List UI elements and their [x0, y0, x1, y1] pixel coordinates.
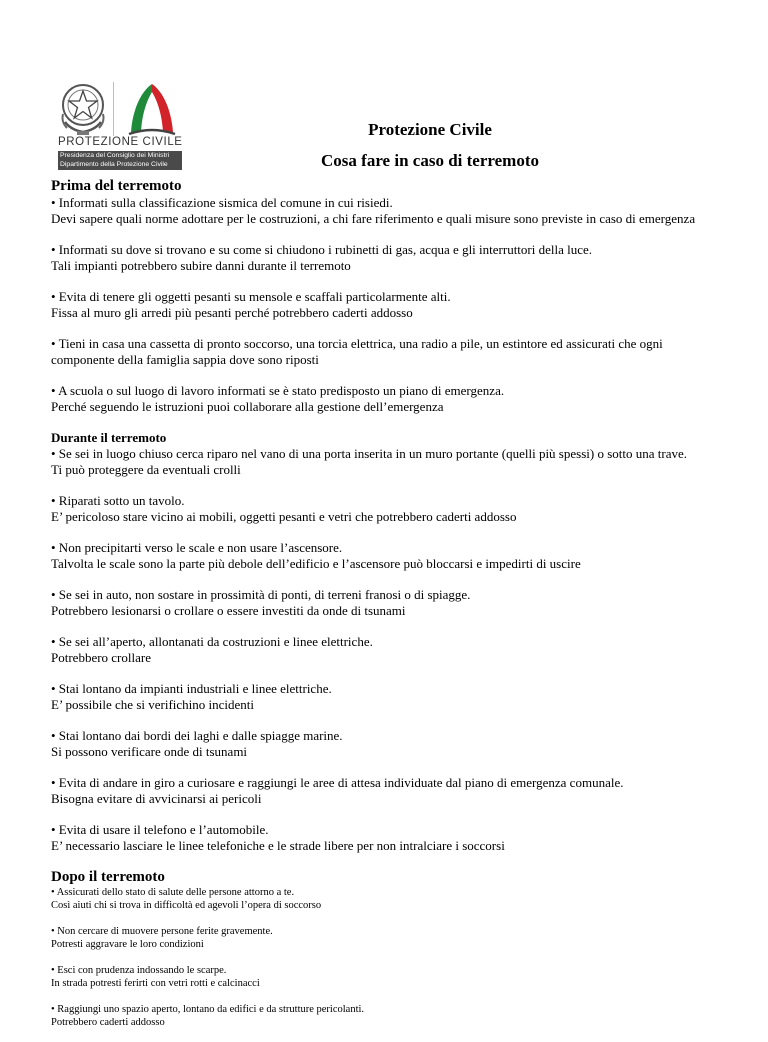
list-item — [51, 336, 751, 368]
list-item — [51, 587, 751, 619]
list-item — [51, 1003, 751, 1029]
list-item — [51, 289, 751, 321]
list-item — [51, 540, 751, 572]
item-line: Tali impianti potrebbero subire danni durante il terremoto — [51, 258, 351, 273]
list-item — [51, 634, 751, 666]
item-line: • Non cercare di muovere persone ferite gravemente. — [51, 926, 273, 937]
page-subtitle: Cosa fare in caso di terremoto — [321, 151, 539, 170]
protezione-civile-logo — [55, 78, 185, 170]
list-item — [51, 822, 751, 854]
item-line: Devi sapere quali norme adottare per le costruzioni, a chi fare riferimento e quali misure sono previste in caso di emergenza — [51, 211, 696, 226]
section-heading-during: Durante il terremoto — [51, 430, 167, 445]
item-line: Così aiuti chi si trova in difficoltà ed agevoli l’opera di soccorso — [51, 900, 322, 911]
item-line: • Raggiungi uno spazio aperto, lontano da edifici e da strutture pericolanti. — [51, 1004, 365, 1015]
list-item — [51, 886, 751, 912]
item-line: E’ possibile che si verifichino incidenti — [51, 697, 255, 712]
item-line: • Informati su dove si trovano e su come si chiudono i rubinetti di gas, acqua e gli interruttori della luce. — [51, 242, 593, 257]
item-line: • Stai lontano dai bordi dei laghi e dalle spiagge marine. — [51, 728, 343, 743]
list-item — [51, 446, 751, 478]
logo-subtitle-line: Presidenza del Consiglio dei Ministri — [60, 152, 170, 159]
item-line: • Stai lontano da impianti industriali e linee elettriche. — [51, 681, 332, 696]
logo-subtitle-line: Dipartimento della Protezione Civile — [60, 160, 168, 168]
list-item — [51, 195, 751, 227]
item-line: • Se sei in luogo chiuso cerca riparo nel vano di una porta inserita in un muro portante (quelli più spessi) o sotto una trave. — [51, 446, 687, 461]
item-line: Potresti aggravare le loro condizioni — [51, 939, 204, 950]
logo-name: PROTEZIONE CIVILE — [58, 136, 183, 148]
item-line: Potrebbero caderti addosso — [51, 1017, 165, 1028]
item-line: componente della famiglia sappia dove sono riposti — [51, 352, 319, 367]
italian-republic-emblem-icon — [57, 78, 109, 138]
list-item — [51, 728, 751, 760]
list-item — [51, 383, 751, 415]
list-item — [51, 242, 751, 274]
item-line: Potrebbero lesionarsi o crollare o essere investiti da onde di tsunami — [51, 603, 406, 618]
item-line: Perché seguendo le istruzioni puoi collaborare alla gestione dell’emergenza — [51, 399, 444, 414]
item-line: • Assicurati dello stato di salute delle persone attorno a te. — [51, 887, 295, 898]
item-line: • Esci con prudenza indossando le scarpe. — [51, 965, 227, 976]
item-line: E’ pericoloso stare vicino ai mobili, oggetti pesanti e vetri che potrebbero caderti addosso — [51, 509, 517, 524]
item-line: Si possono verificare onde di tsunami — [51, 744, 248, 759]
logo-subtitle — [58, 151, 182, 170]
item-line: • Se sei all’aperto, allontanati da costruzioni e linee elettriche. — [51, 634, 373, 649]
item-line: Bisogna evitare di avvicinarsi ai pericoli — [51, 791, 262, 806]
item-line: • Evita di andare in giro a curiosare e raggiungi le aree di attesa individuate dal piano di emergenza comunale. — [51, 775, 624, 790]
document-body — [51, 178, 751, 1042]
logo-divider — [113, 82, 114, 136]
item-line: Fissa al muro gli arredi più pesanti perché potrebbero caderti addosso — [51, 305, 413, 320]
list-item — [51, 925, 751, 951]
item-line: • Evita di usare il telefono e l’automobile. — [51, 822, 269, 837]
item-line: • Riparati sotto un tavolo. — [51, 493, 185, 508]
list-item — [51, 493, 751, 525]
item-line: Potrebbero crollare — [51, 650, 151, 665]
item-line: Talvolta le scale sono la parte più debole dell’edificio e l’ascensore può bloccarsi e impedirti di uscire — [51, 556, 581, 571]
item-line: • Non precipitarti verso le scale e non usare l’ascensore. — [51, 540, 343, 555]
item-line: • Evita di tenere gli oggetti pesanti su mensole e scaffali particolarmente alti. — [51, 289, 451, 304]
civil-protection-mark-icon — [121, 80, 183, 138]
list-item — [51, 775, 751, 807]
item-line: E’ necessario lasciare le linee telefoniche e le strade libere per non intralciare i soccorsi — [51, 838, 505, 853]
item-line: • Tieni in casa una cassetta di pronto soccorso, una torcia elettrica, una radio a pile, un estintore ed assicurati che ogni — [51, 336, 663, 351]
item-line: • A scuola o sul luogo di lavoro informati se è stato predisposto un piano di emergenza. — [51, 383, 505, 398]
item-line: In strada potresti ferirti con vetri rotti e calcinacci — [51, 978, 260, 989]
item-line: Ti può proteggere da eventuali crolli — [51, 462, 241, 477]
section-heading-before: Prima del terremoto — [51, 178, 182, 194]
item-line: • Se sei in auto, non sostare in prossimità di ponti, di terreni franosi o di spiagge. — [51, 587, 471, 602]
section-heading-after: Dopo il terremoto — [51, 869, 165, 885]
list-item — [51, 964, 751, 990]
page-title: Protezione Civile — [368, 120, 492, 139]
list-item — [51, 681, 751, 713]
item-line: • Informati sulla classificazione sismica del comune in cui risiedi. — [51, 195, 393, 210]
